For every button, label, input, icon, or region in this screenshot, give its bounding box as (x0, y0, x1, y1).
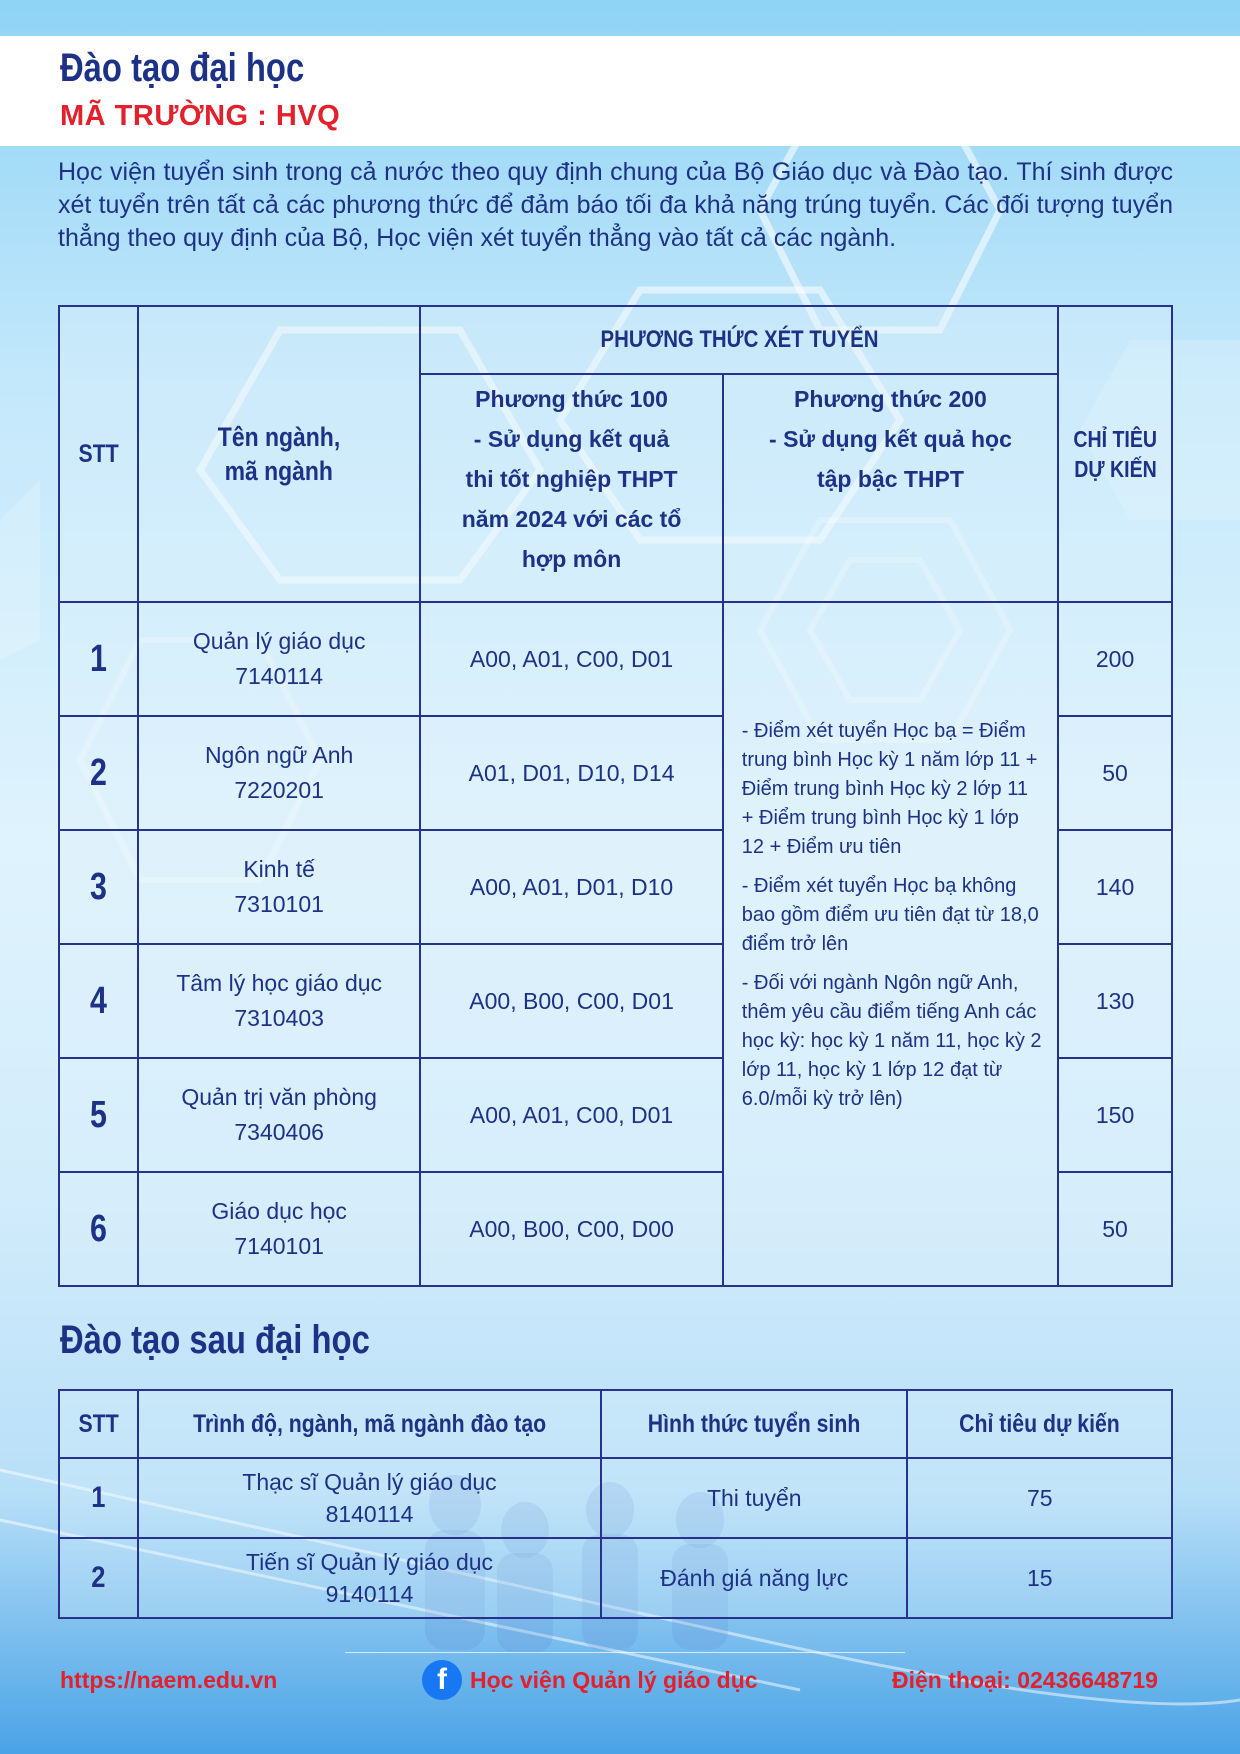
row-combos: A01, D01, D10, D14 (420, 716, 722, 830)
pg-row-program: Tiến sĩ Quản lý giáo dục 9140114 (138, 1538, 601, 1618)
row-quota: 200 (1058, 602, 1172, 716)
row-stt: 4 (67, 944, 130, 1058)
row-stt: 3 (67, 830, 130, 944)
intro-paragraph: Học viện tuyển sinh trong cả nước theo quy định chung của Bộ Giáo dục và Đào tạo. Thí sinh được xét tuyển trên tất cả các phương thức để đảm báo tối đa khả năng trúng tuyển. Các đối tượng tuyển thẳng theo quy định của Bộ, Học viện xét tuyển thẳng vào tất cả các ngành. (58, 158, 1173, 252)
facebook-link[interactable] (422, 1660, 758, 1700)
row-quota: 50 (1058, 716, 1172, 830)
pg-row-quota: 15 (907, 1538, 1172, 1618)
table-row (59, 1458, 1172, 1538)
facebook-label: Học viện Quản lý giáo dục (470, 1666, 758, 1693)
row-major: Quản lý giáo dục 7140114 (138, 602, 420, 716)
col-major-header: Tên ngành, mã ngành (138, 306, 420, 602)
pg-row-form: Đánh giá năng lực (601, 1538, 907, 1618)
page-title: Đào tạo đại học (60, 46, 305, 90)
method-200-header: Phương thức 200 - Sử dụng kết quả học tập bậc THPT (723, 374, 1058, 602)
pg-col-stt: STT (59, 1390, 138, 1458)
postgrad-table (58, 1389, 1173, 1619)
footer-divider (345, 1652, 905, 1653)
row-quota: 140 (1058, 830, 1172, 944)
phone-number: Điện thoại: 02436648719 (892, 1667, 1158, 1693)
website-link[interactable]: https://naem.edu.vn (60, 1667, 278, 1693)
method-100-header: Phương thức 100 - Sử dụng kết quả thi tốt nghiệp THPT năm 2024 với các tổ hợp môn (420, 374, 722, 602)
table-row (59, 1538, 1172, 1618)
pg-row-stt: 1 (59, 1458, 138, 1538)
row-combos: A00, A01, D01, D10 (420, 830, 722, 944)
pg-row-form: Thi tuyển (601, 1458, 907, 1538)
row-stt: 2 (67, 716, 130, 830)
row-stt: 5 (67, 1058, 130, 1172)
undergrad-table (58, 305, 1173, 1287)
row-combos: A00, B00, C00, D01 (420, 944, 722, 1058)
row-major: Quản trị văn phòng 7340406 (138, 1058, 420, 1172)
row-combos: A00, A01, C00, D01 (420, 1058, 722, 1172)
col-quota-header: CHỈ TIÊU DỰ KIẾN (1058, 306, 1172, 602)
postgrad-title: Đào tạo sau đại học (60, 1318, 370, 1362)
pg-col-form: Hình thức tuyển sinh (601, 1390, 907, 1458)
row-stt: 6 (67, 1172, 130, 1286)
row-combos: A00, B00, C00, D00 (420, 1172, 722, 1286)
method-200-notes: - Điểm xét tuyển Học bạ = Điểm trung bình Học kỳ 1 năm lớp 11 + Điểm trung bình Học kỳ 2 lớp 11 + Điểm trung bình Học kỳ 1 lớp 12 + Điểm ưu tiên - Điểm xét tuyển Học bạ không bao gồm điểm ưu tiên đạt từ 18,0 điểm trở lên - Đối với ngành Ngôn ngữ Anh, thêm yêu cầu điểm tiếng Anh các học kỳ: học kỳ 1 năm 11, học kỳ 2 lớp 11, học kỳ 1 lớp 12 đạt từ 6.0/mỗi kỳ trở lên) (723, 602, 1058, 1286)
col-stt-header: STT (59, 306, 138, 602)
row-major: Kinh tế 7310101 (138, 830, 420, 944)
facebook-icon: f (422, 1660, 462, 1700)
pg-col-quota: Chỉ tiêu dự kiến (907, 1390, 1172, 1458)
col-methods-header: PHƯƠNG THỨC XÉT TUYỂN (420, 306, 1058, 374)
school-code: MÃ TRƯỜNG : HVQ (60, 100, 341, 132)
row-major: Giáo dục học 7140101 (138, 1172, 420, 1286)
row-combos: A00, A01, C00, D01 (420, 602, 722, 716)
row-major: Tâm lý học giáo dục 7310403 (138, 944, 420, 1058)
pg-col-program: Trình độ, ngành, mã ngành đào tạo (138, 1390, 601, 1458)
row-major: Ngôn ngữ Anh 7220201 (138, 716, 420, 830)
pg-row-program: Thạc sĩ Quản lý giáo dục 8140114 (138, 1458, 601, 1538)
row-quota: 50 (1058, 1172, 1172, 1286)
row-quota: 130 (1058, 944, 1172, 1058)
row-stt: 1 (67, 602, 130, 716)
row-quota: 150 (1058, 1058, 1172, 1172)
table-row (59, 602, 1172, 716)
pg-row-stt: 2 (59, 1538, 138, 1618)
pg-row-quota: 75 (907, 1458, 1172, 1538)
